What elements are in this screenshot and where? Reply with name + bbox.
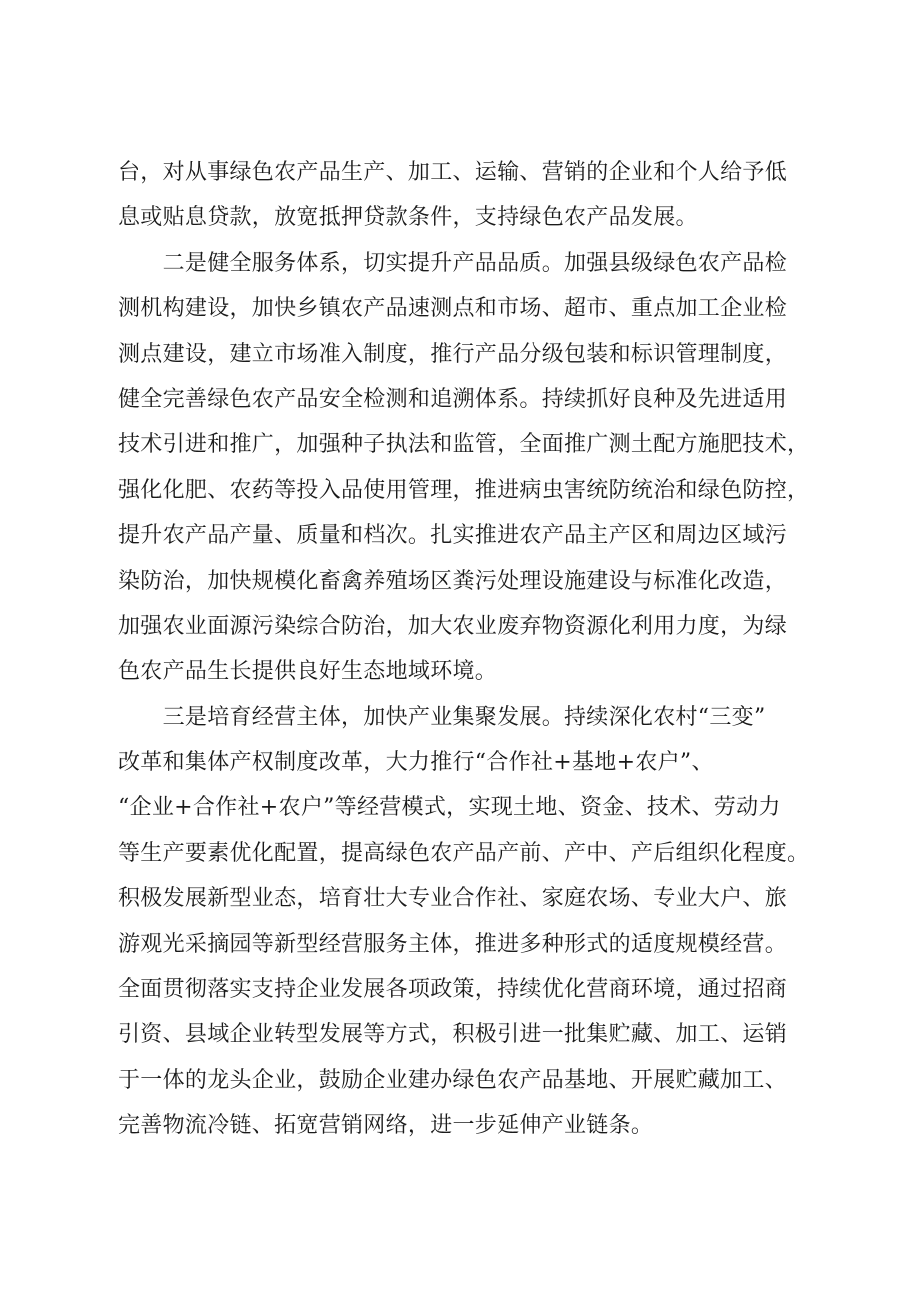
text-line: 提升农产品产量、质量和档次。扎实推进农产品主产区和周边区域污 (118, 523, 788, 549)
text-line: 染防治，加快规模化畜禽养殖场区粪污处理设施建设与标准化改造， (118, 568, 788, 594)
text-line: 测点建设，建立市场准入制度，推行产品分级包装和标识管理制度， (118, 341, 788, 367)
text-line: 等生产要素优化配置，提高绿色农产品产前、产中、产后组织化程度。 (118, 840, 810, 866)
text-line: 游观光采摘园等新型经营服务主体，推进多种形式的适度规模经营。 (118, 931, 788, 957)
text-line: 技术引进和推广，加强种子执法和监管，全面推广测土配方施肥技术， (118, 432, 810, 458)
text-line: 测机构建设，加快乡镇农产品速测点和市场、超市、重点加工企业检 (118, 296, 788, 322)
text-line: 台，对从事绿色农产品生产、加工、运输、营销的企业和个人给予低 (118, 160, 788, 185)
text-line: 全面贯彻落实支持企业发展各项政策，持续优化营商环境，通过招商 (118, 977, 788, 1003)
paragraph-start-line: 二是健全服务体系，切实提升产品品质。加强县级绿色农产品检 (118, 250, 788, 276)
text-line: 引资、县域企业转型发展等方式，积极引进一批集贮藏、加工、运销 (118, 1022, 788, 1048)
paragraph-start-line: 三是培育经营主体，加快产业集聚发展。持续深化农村“三变” (118, 704, 766, 730)
text-line: 强化化肥、农药等投入品使用管理，推进病虫害统防统治和绿色防控， (118, 477, 810, 503)
text-line: 色农产品生长提供良好生态地域环境。 (118, 659, 498, 685)
text-line: “企业+合作社+农户”等经营模式，实现土地、资金、技术、劳动力 (118, 795, 781, 821)
text-line: 息或贴息贷款，放宽抵押贷款条件，支持绿色农产品发展。 (118, 205, 698, 231)
text-line: 加强农业面源污染综合防治，加大农业废弃物资源化利用力度，为绿 (118, 613, 788, 639)
text-line: 完善物流冷链、拓宽营销网络，进一步延伸产业链条。 (118, 1113, 654, 1139)
text-line: 于一体的龙头企业，鼓励企业建办绿色农产品基地、开展贮藏加工、 (118, 1067, 788, 1093)
text-line: 健全完善绿色农产品安全检测和追溯体系。持续抓好良种及先进适用 (118, 386, 788, 412)
text-line: 改革和集体产权制度改革，大力推行“合作社+基地+农户”、 (118, 750, 714, 776)
text-line: 积极发展新型业态，培育壮大专业合作社、家庭农场、专业大户、旅 (118, 886, 788, 912)
body-text (118, 150, 818, 1149)
